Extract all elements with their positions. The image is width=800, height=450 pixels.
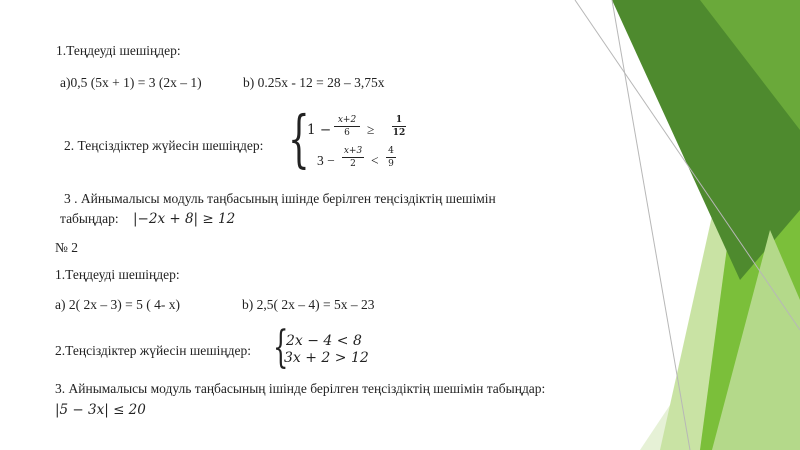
fraction-bar	[392, 126, 406, 127]
fraction-bar	[334, 126, 360, 127]
system1-row2-lead: 3 −	[317, 153, 335, 168]
part1-task1-b: b) 0.25x - 12 = 28 – 3,75x	[243, 75, 385, 90]
part2-task1-a: а) 2( 2х – 3) = 5 ( 4- х)	[55, 297, 180, 312]
part2-task3-formula: |5 − 3x| ≤ 20	[55, 402, 146, 418]
fraction-numerator: x+3	[343, 146, 363, 156]
fraction-denominator: 2	[350, 159, 356, 169]
system2-row1: 2x − 4 < 8	[286, 333, 362, 349]
system1-row2-sign: <	[371, 153, 379, 168]
part1-task1-a: а)0,5 (5х + 1) = 3 (2х – 1)	[60, 75, 202, 90]
fraction-numerator: 4	[388, 146, 394, 156]
fraction-bar	[386, 157, 396, 158]
system1-row2-fraction	[342, 146, 364, 169]
system1-row1-sign: ≥	[367, 122, 375, 137]
part2-task1-title: 1.Теңдеуді шешіңдер:	[55, 267, 180, 282]
system1-row1-right-fraction	[392, 115, 406, 138]
part1-task1-title: 1.Теңдеуді шешіңдер:	[56, 43, 181, 58]
system-brace: {	[288, 102, 310, 175]
fraction-denominator: 6	[344, 128, 350, 138]
part1-task3-line1: 3 . Айнымалысы модуль таңбасының ішінде берілген теңсіздіктің шешімін	[64, 191, 496, 206]
part2-task3-text: 3. Айнымалысы модуль таңбасының ішінде берілген теңсіздіктің шешімін табыңдар:	[55, 381, 546, 396]
fraction-numerator: x+2	[337, 115, 357, 125]
fraction-bar	[342, 157, 364, 158]
system1-row2-right-fraction	[386, 146, 396, 169]
part1-task3-formula: |−2x + 8| ≥ 12	[133, 211, 236, 227]
system1-row1-lead: 1 −	[307, 122, 332, 138]
fraction-numerator: 1	[395, 115, 403, 125]
fraction-denominator: 9	[388, 159, 394, 169]
system1-row1-fraction	[334, 115, 360, 138]
part2-heading: № 2	[55, 240, 79, 255]
part1-task2-title: 2. Теңсіздіктер жүйесін шешіңдер:	[64, 138, 264, 153]
part2-task1-b: b) 2,5( 2х – 4) = 5х – 23	[242, 297, 375, 312]
system2-row2: 3x + 2 > 12	[284, 350, 369, 366]
part2-task2-title: 2.Теңсіздіктер жүйесін шешіңдер:	[55, 343, 252, 358]
part1-task3-line2: табыңдар:	[60, 211, 119, 226]
system2-brace: {	[273, 322, 289, 373]
fraction-denominator: 12	[392, 128, 406, 138]
